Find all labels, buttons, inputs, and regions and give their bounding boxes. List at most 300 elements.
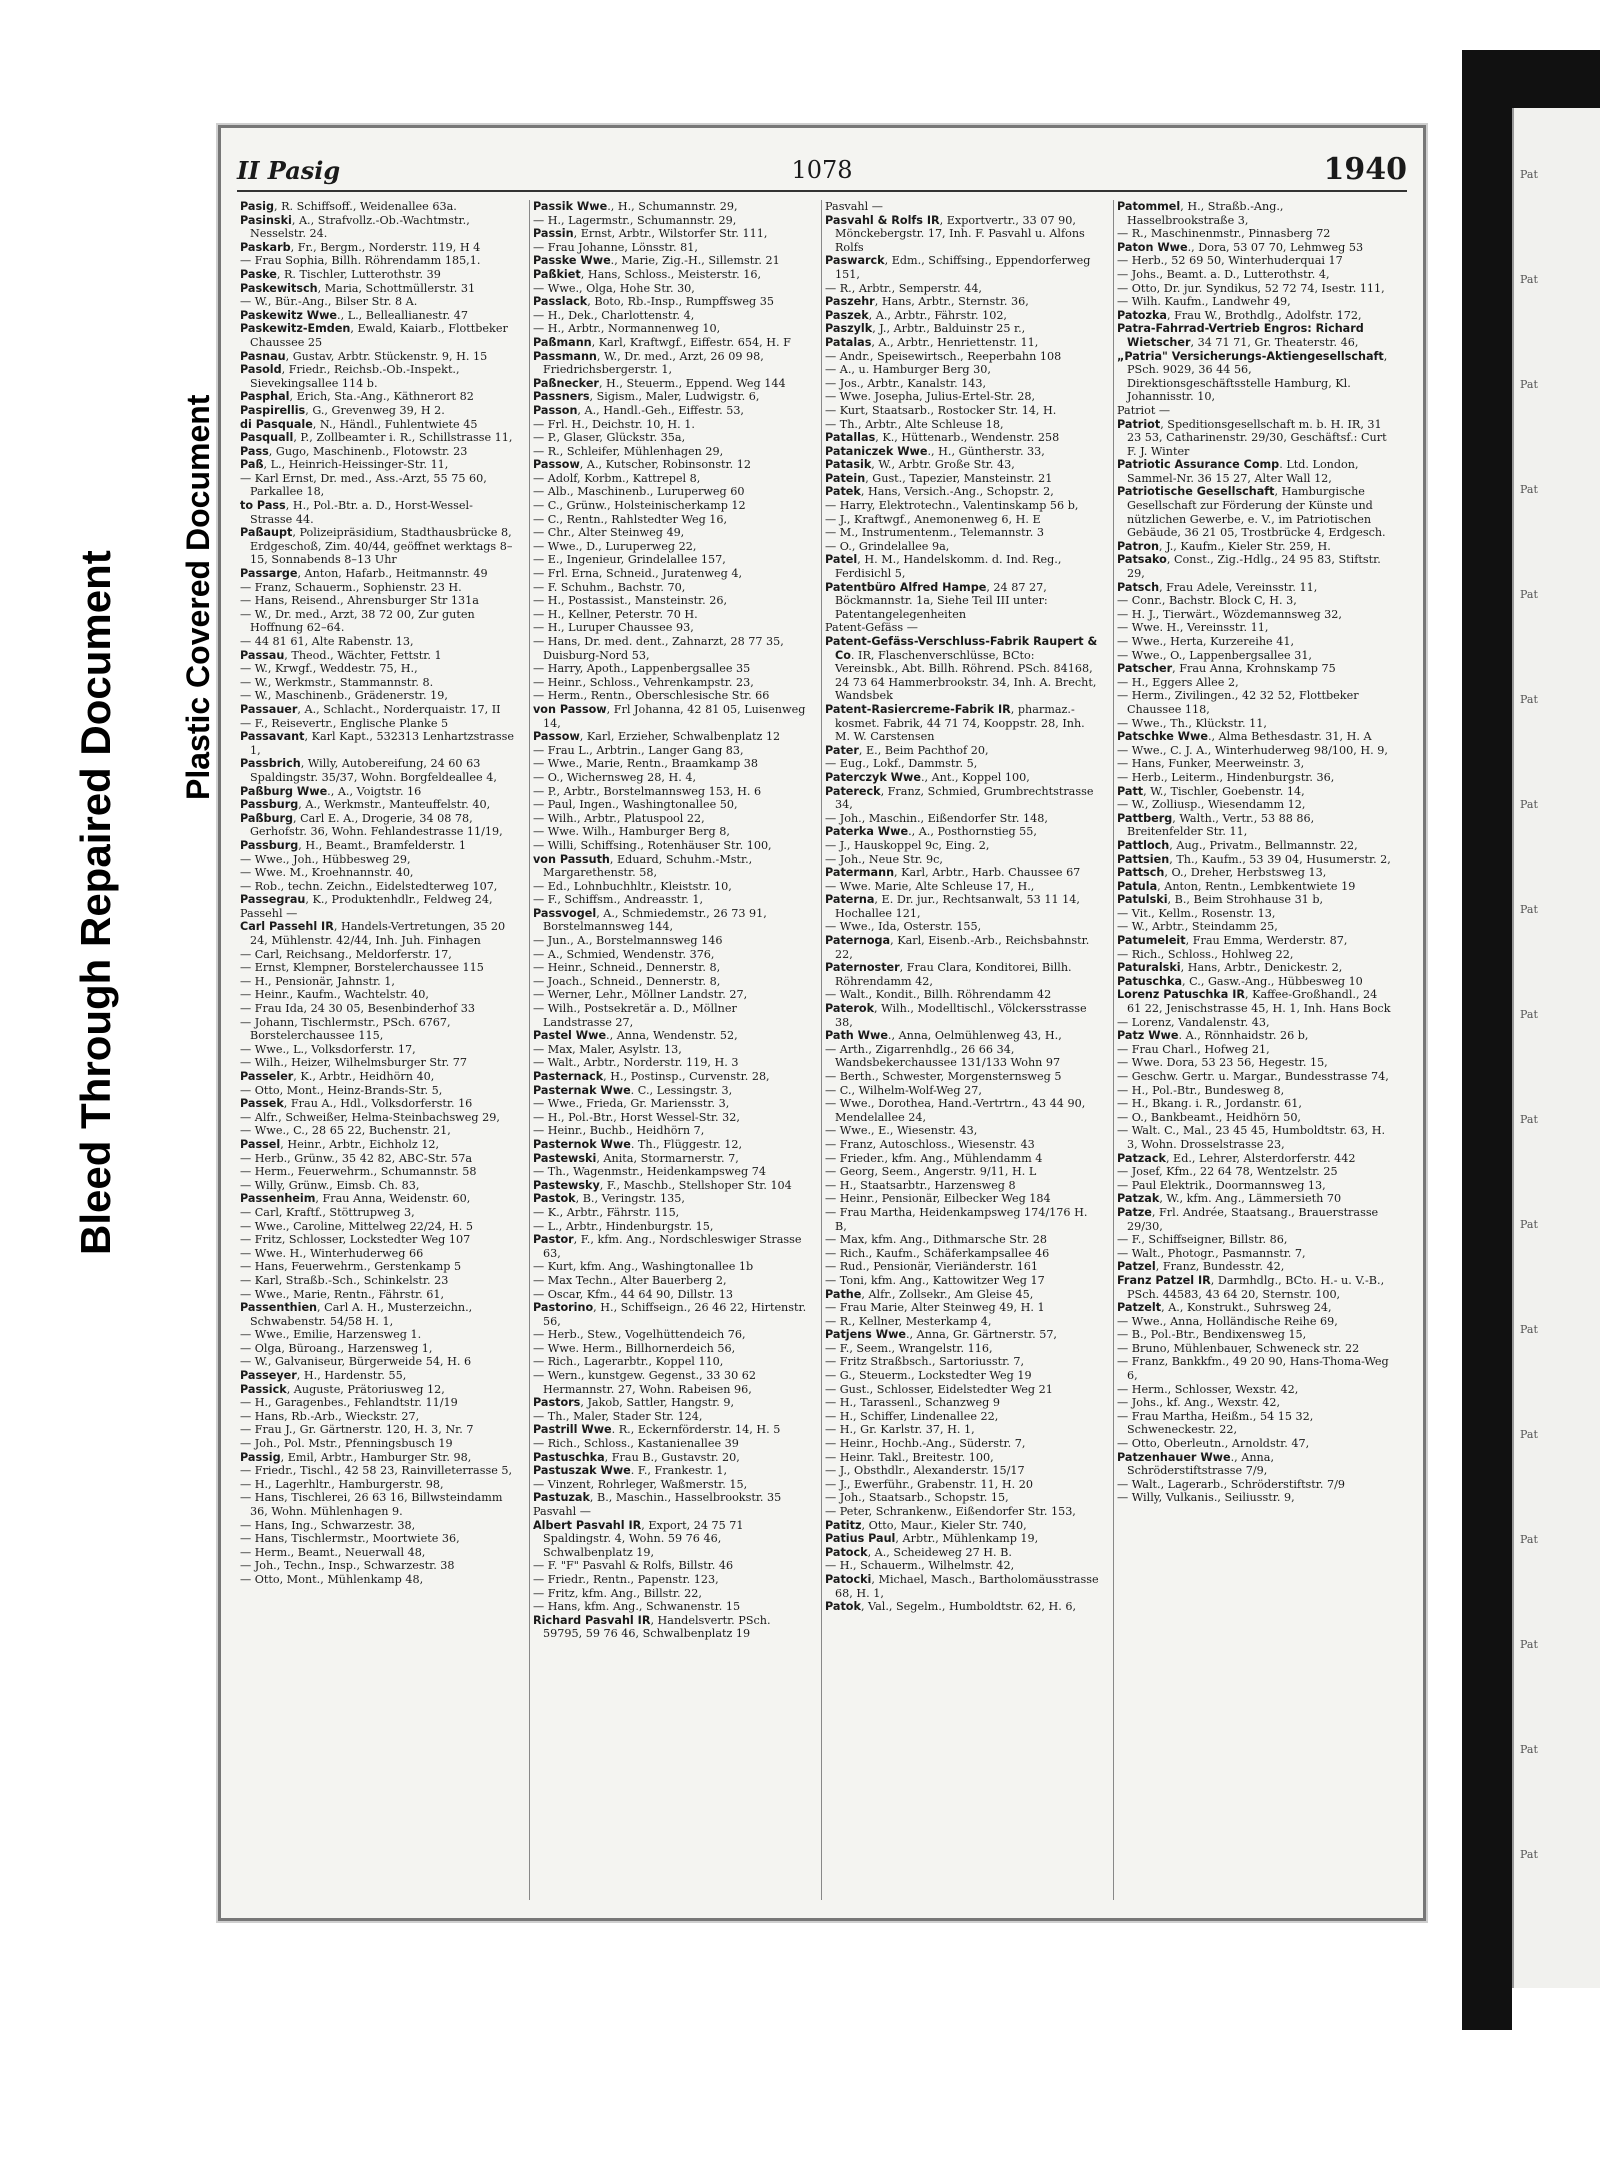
directory-column-2 [529,200,810,1900]
directory-entry: — Wwe. Herm., Billhornerdeich 56, [533,1341,736,1355]
directory-entry: Patock, A., Scheideweg 27 H. B. [825,1545,1012,1559]
directory-entry: — Jun., A., Borstelmannsweg 146 [533,934,723,948]
directory-entry: — H., Tarassenl., Schanzweg 9 [825,1396,1000,1410]
directory-entry: Pastors, Jakob, Sattler, Hangstr. 9, [533,1396,735,1410]
directory-entry: Patent-Gefäss-Verschluss-Fabrik Raupert & Co. IR, Flaschenverschlüsse, BCto: Vereinsbk., Abt. Billh. Röhrend. PSch. 84168, 24 73 64 Hammerbrookstr. 34, Inh. A. Brecht, Wandsbek [825,635,1098,703]
directory-entry: — Wwe. Josepha, Julius-Ertel-Str. 28, [825,390,1036,404]
directory-entry: Passarge, Anton, Hafarb., Heitmannstr. 49 [240,567,488,581]
directory-entry: — Max, Maler, Asylstr. 13, [533,1042,682,1056]
directory-entry: Patzel, Franz, Bundesstr. 42, [1117,1260,1285,1274]
directory-entry: Passik Wwe., H., Schumannstr. 29, [533,200,738,213]
directory-entry: — Wwe., Th., Klückstr. 11, [1117,716,1267,730]
directory-entry: — Joh., Techn., Insp., Schwarzestr. 38 [240,1559,455,1573]
directory-entry: Paßburg, Carl E. A., Drogerie, 34 08 78, Gerhofstr. 36, Wohn. Fehlandestrasse 11/19, [240,811,503,839]
page-header [237,150,1407,192]
directory-entry: Patriotic Assurance Comp. Ltd. London, Sammel-Nr. 36 15 27, Alter Wall 12, [1117,458,1359,485]
directory-entry: Patocki, Michael, Masch., Bartholomäusstrasse 68, H. 1, [825,1572,1099,1600]
directory-entry: Patzenhauer Wwe., Anna, Schröderstiftstrasse 7/9, [1117,1450,1274,1478]
directory-entry: — Wwe., D., Luruperweg 22, [533,539,697,553]
directory-entry: Passeyer, H., Hardenstr. 55, [240,1369,407,1383]
directory-entry: Patt, W., Tischler, Goebenstr. 14, [1117,784,1305,798]
directory-entry: — Wwe., Marie, Rentn., Braamkamp 38 [533,757,759,771]
directory-entry: Paspirellis, G., Grevenweg 39, H 2. [240,403,445,417]
directory-entry: — Herb., 52 69 50, Winterhuderquai 17 [1117,254,1343,268]
directory-column-1 [237,200,517,1900]
directory-entry: — Kurt, kfm. Ang., Washingtonallee 1b [533,1260,754,1274]
directory-entry: Patriot, Speditionsgesellschaft m. b. H. IR, 31 23 53, Catharinenstr. 29/30, Geschäftsf.: Curt F. J. Winter [1117,417,1387,458]
directory-entry: di Pasquale, N., Händl., Fuhlentwiete 45 [240,417,478,431]
directory-entry: — Gust., Schlosser, Eidelstedter Weg 21 [825,1382,1053,1396]
directory-entry: Patermann, Karl, Arbtr., Harb. Chaussee 67 [825,866,1081,880]
directory-entry: — Wwe., Frieda, Gr. Mariensstr. 3, [533,1097,730,1111]
directory-entry: Passvogel, A., Schmiedemstr., 26 73 91, Borstelmannsweg 144, [533,906,767,934]
directory-entry: — Wilh., Postsekretär a. D., Möllner Landstrasse 27, [533,1002,737,1029]
directory-entry: — W., Dr. med., Arzt, 38 72 00, Zur guten Hoffnung 62–64. [240,607,475,635]
directory-entry: — Vit., Kellm., Rosenstr. 13, [1117,906,1276,920]
directory-entry: Patriotische Gesellschaft, Hamburgische Gesellschaft zur Förderung der Künste und nützlichen Gewerbe, e. V., im Patriotischen Gebäude, 36 21 05, Trostbrücke 4, Erdgesch. [1117,485,1386,540]
directory-entry: Patuschka, C., Gasw.-Ang., Hübbesweg 10 [1117,974,1363,988]
directory-entry: — Wilh., Heizer, Wilhelmsburger Str. 77 [240,1056,468,1070]
directory-entry: — H., Staatsarbtr., Harzensweg 8 [825,1178,1016,1192]
directory-entry: Passners, Sigism., Maler, Ludwigstr. 6, [533,390,760,404]
directory-entry: — H., Lagermstr., Schumannstr. 29, [533,213,737,227]
directory-entry: — Wwe., Marie, Rentn., Fährstr. 61, [240,1287,444,1301]
directory-entry: — Hans, Reisend., Ahrensburger Str 131a [240,594,479,608]
adjacent-page-label: Pat [1520,1638,1538,1651]
directory-entry: Richard Pasvahl IR, Handelsvertr. PSch. 59795, 59 76 46, Schwalbenplatz 19 [533,1613,771,1641]
directory-entry: Paswarck, Edm., Schiffsing., Eppendorferweg 151, [825,254,1091,281]
directory-entry: — A., u. Hamburger Berg 30, [825,363,991,377]
directory-entry: — Heinr., Schneid., Dennerstr. 8, [533,961,721,975]
directory-entry: — Kurt, Staatsarb., Rostocker Str. 14, H. [825,403,1057,417]
directory-entry: — H., Dek., Charlottenstr. 4, [533,308,695,322]
directory-entry: Patok, Val., Segelm., Humboldtstr. 62, H. 6, [825,1600,1076,1614]
directory-entry: Pasold, Friedr., Reichsb.-Ob.-Inspekt., Sievekingsallee 114 b. [240,363,460,390]
directory-entry: Patentbüro Alfred Hampe, 24 87 27, Böckmannstr. 1a, Siehe Teil III unter: Patentangelegenheiten [825,580,1048,621]
directory-entry: Paterczyk Wwe., Ant., Koppel 100, [825,770,1030,784]
directory-entry: — W., Krwgf., Weddestr. 75, H., [240,662,418,676]
directory-entry: — Herm., Beamt., Neuerwall 48, [240,1545,426,1559]
directory-entry: — Carl, Reichsang., Meldorferstr. 17, [240,947,452,961]
directory-entry: von Passuth, Eduard, Schuhm.-Mstr., Margarethenstr. 58, [533,852,753,880]
section-heading: II Pasig [237,156,341,185]
directory-entry: Paß, L., Heinrich-Heissinger-Str. 11, [240,458,449,472]
directory-entry: — Walt., Photogr., Pasmannstr. 7, [1117,1246,1306,1260]
directory-entry: Albert Pasvahl IR, Export, 24 75 71 Spaldingstr. 4, Wohn. 59 76 46, Schwalbenplatz 19, [533,1518,744,1559]
directory-entry: Patek, Hans, Versich.-Ang., Schopstr. 2, [825,485,1054,499]
directory-entry: — Wwe., Ida, Osterstr. 155, [825,920,982,934]
directory-entry: — Jos., Arbtr., Kanalstr. 143, [825,376,987,390]
bleed-through-stamp: Bleed Through Repaired Document [72,550,119,1255]
directory-entry: Patumeleit, Frau Emma, Werderstr. 87, [1117,934,1348,948]
directory-entry: — Heinr., Hochb.-Ang., Süderstr. 7, [825,1437,1026,1451]
adjacent-page-label: Pat [1520,1008,1538,1021]
plastic-covered-stamp: Plastic Covered Document [180,394,216,800]
directory-entry: — Wern., kunstgew. Gegenst., 33 30 62 Hermannstr. 27, Wohn. Rabeisen 96, [533,1369,757,1396]
directory-entry: — Karl Ernst, Dr. med., Ass.-Arzt, 55 75 60, Parkallee 18, [240,471,487,499]
directory-entry: Passel, Heinr., Arbtr., Eichholz 12, [240,1137,440,1151]
directory-entry: Patent-Gefäss — [825,621,918,635]
directory-entry: Paskewitz Wwe., L., Belleallianestr. 47 [240,308,469,322]
directory-entry: — Johs., Beamt. a. D., Lutterothstr. 4, [1117,267,1330,281]
directory-entry: Paßburg Wwe., A., Voigtstr. 16 [240,784,422,798]
directory-entry: Patze, Frl. Andrée, Staatsang., Brauerstrasse 29/30, [1117,1205,1379,1233]
directory-entry: — Wilh. Kaufm., Landwehr 49, [1117,295,1291,309]
directory-entry: — H., Postassist., Mansteinstr. 26, [533,594,728,608]
directory-entry: Lorenz Patuschka IR, Kaffee-Großhandl., 24 61 22, Jenischstrasse 45, H. 1, Inh. Hans Bock [1117,988,1391,1016]
directory-entry: Patzelt, A., Konstrukt., Suhrsweg 24, [1117,1301,1332,1315]
adjacent-page-label: Pat [1520,1743,1538,1756]
directory-entry: — Heinr., Buchb., Heidhörn 7, [533,1124,705,1138]
directory-entry: — O., Bankbeamt., Heidhörn 50, [1117,1110,1301,1124]
directory-entry: Patjens Wwe., Anna, Gr. Gärtnerstr. 57, [825,1328,1057,1342]
directory-entry: — Toni, kfm. Ang., Kattowitzer Weg 17 [825,1273,1045,1287]
directory-entry: — Th., Maler, Stader Str. 124, [533,1409,703,1423]
directory-entry: Pater, E., Beim Pachthof 20, [825,743,989,757]
directory-entry: Pasternak Wwe. C., Lessingstr. 3, [533,1083,733,1097]
directory-entry: Passburg, H., Beamt., Bramfelderstr. 1 [240,838,466,852]
directory-entry: — Wwe. H., Winterhuderweg 66 [240,1246,424,1260]
directory-entry: — Vinzent, Rohrleger, Waßmerstr. 15, [533,1477,748,1491]
directory-entry: — Frau Charl., Hofweg 21, [1117,1042,1270,1056]
directory-entry: Passavant, Karl Kapt., 532313 Lenhartzstrasse 1, [240,730,514,757]
directory-entry: — Max, kfm. Ang., Dithmarsche Str. 28 [825,1233,1047,1247]
adjacent-page-label: Pat [1520,1218,1538,1231]
directory-entry: — Ernst, Klempner, Borstelerchaussee 115 [240,961,484,975]
directory-entry: Paszylk, J., Arbtr., Balduinstr 25 r., [825,322,1026,336]
directory-entry: — Peter, Schrankenw., Eißendorfer Str. 153, [825,1505,1076,1518]
directory-entry: — Fritz, kfm. Ang., Billstr. 22, [533,1586,702,1600]
directory-entry: Patalas, A., Arbtr., Henriettenstr. 11, [825,335,1039,349]
directory-entry: — C., Wilhelm-Wolf-Weg 27, [825,1083,982,1097]
directory-entry: — Herb., Leiterm., Hindenburgstr. 36, [1117,770,1335,784]
directory-entry: — 44 81 61, Alte Rabenstr. 13, [240,635,414,648]
directory-entry: — Harry, Elektrotechn., Valentinskamp 56 b, [825,499,1079,513]
directory-entry: — Eug., Lokf., Dammstr. 5, [825,757,978,771]
directory-entry: — Wwe. M., Kroehnannstr. 40, [240,866,414,880]
directory-entry: — Rich., Kaufm., Schäferkampsallee 46 [825,1246,1050,1260]
directory-entry: — Franz, Schauerm., Sophienstr. 23 H. [240,580,462,594]
directory-entry: — Wwe. Marie, Alte Schleuse 17, H., [825,879,1035,893]
directory-entry: Carl Passehl IR, Handels-Vertretungen, 35 20 24, Mühlenstr. 42/44, Inh. Juh. Finhagen [240,920,506,948]
directory-entry: Pass, Gugo, Maschinenb., Flotowstr. 23 [240,444,468,458]
directory-entry: — H., Pensionär, Jahnstr. 1, [240,974,395,988]
directory-entry: Patius Paul, Arbtr., Mühlenkamp 19, [825,1532,1039,1546]
directory-entry: Passick, Auguste, Prätoriusweg 12, [240,1382,445,1396]
adjacent-page-label: Pat [1520,1113,1538,1126]
directory-entry: Pastor, F., kfm. Ang., Nordschleswiger Strasse 63, [533,1233,802,1260]
directory-entry: Pasvahl & Rolfs IR, Exportvertr., 33 07 90, Mönckebergstr. 17, Inh. F. Pasvahl u. Alfons Rolfs [825,213,1085,254]
directory-entry: — Wwe., C. J. A., Winterhuderweg 98/100, H. 9, [1117,743,1388,757]
directory-entry: — H., Pol.-Btr., Bundesweg 8, [1117,1083,1285,1097]
directory-entry: — Herm., Rentn., Oberschlesische Str. 66 [533,689,770,703]
directory-entry: Patschke Wwe., Alma Bethesdastr. 31, H. A [1117,730,1372,744]
directory-entry: — Hans, kfm. Ang., Schwanenstr. 15 [533,1600,741,1614]
directory-entry: — W., Zolliusp., Wiesendamm 12, [1117,798,1306,812]
directory-entry: — Heinr., Kaufm., Wachtelstr. 40, [240,988,429,1002]
directory-entry: Pastewski, Anita, Stormarnerstr. 7, [533,1151,739,1165]
directory-entry: Pastuzak, B., Maschin., Hasselbrookstr. 35 [533,1491,782,1505]
directory-entry: Patereck, Franz, Schmied, Grumbrechtstrasse 34, [825,784,1094,812]
directory-entry: — Otto, Mont., Heinz-Brands-Str. 5, [240,1083,443,1097]
directory-entry: Patozka, Frau W., Brothdlg., Adolfstr. 172, [1117,308,1362,322]
directory-entry: Passin, Ernst, Arbtr., Wilstorfer Str. 111, [533,227,768,241]
directory-entry: — H., Garagenbes., Fehlandtstr. 11/19 [240,1396,458,1410]
directory-entry: — Fritz Straßbsch., Sartoriusstr. 7, [825,1355,1024,1369]
directory-entry: Patriot — [1117,403,1171,417]
directory-entry: — W., Galvaniseur, Bürgerweide 54, H. 6 [240,1355,472,1369]
adjacent-page-label: Pat [1520,273,1538,286]
directory-entry: — Conr., Bachstr. Block C, H. 3, [1117,594,1297,608]
directory-entry: Passow, Karl, Erzieher, Schwalbenplatz 12 [533,730,781,744]
adjacent-page-label: Pat [1520,1428,1538,1441]
directory-entry: — Herm., Zivilingen., 42 32 52, Flottbeker Chaussee 118, [1117,689,1359,716]
directory-entry: — Frau Johanne, Lönsstr. 81, [533,240,698,254]
directory-entry: — F. Schuhm., Bachstr. 70, [533,580,686,594]
directory-entry: — Lorenz, Vandalenstr. 43, [1117,1015,1270,1029]
directory-entry: — K., Arbtr., Fährstr. 115, [533,1205,680,1219]
directory-entry: — Herb., Stew., Vogelhüttendeich 76, [533,1328,746,1342]
directory-entry: — Oscar, Kfm., 44 64 90, Dillstr. 13 [533,1287,733,1301]
directory-entry: — R., Arbtr., Semperstr. 44, [825,281,982,295]
directory-entry: Passow, A., Kutscher, Robinsonstr. 12 [533,458,752,472]
directory-entry: — Frl. H., Deichstr. 10, H. 1. [533,417,695,431]
directory-entry: „Patria" Versicherungs-Aktiengesellschaft, PSch. 9029, 36 44 56, Direktionsgeschäftsstelle Hamburg, Kl. Johannisstr. 10, [1117,349,1388,404]
directory-entry: — Joh., Pol. Mstr., Pfenningsbusch 19 [240,1437,453,1451]
directory-entry: Patula, Anton, Rentn., Lembkentwiete 19 [1117,879,1356,893]
directory-entry: Pastrill Wwe. R., Eckernförderstr. 14, H. 5 [533,1423,781,1437]
directory-entry: — Alb., Maschinenb., Luruperweg 60 [533,485,745,499]
directory-entry: Passenthien, Carl A. H., Musterzeichn., Schwabenstr. 54/58 H. 1, [240,1301,473,1328]
directory-entry: Pastel Wwe., Anna, Wendenstr. 52, [533,1029,738,1043]
directory-entry: Paszehr, Hans, Arbtr., Sternstr. 36, [825,295,1029,309]
directory-entry: Pasternack, H., Postinsp., Curvenstr. 28, [533,1070,770,1083]
directory-entry: — Bruno, Mühlenbauer, Schweneck str. 22 [1117,1341,1360,1355]
directory-entry: Pasvahl — [533,1505,591,1518]
directory-entry: — Joh., Staatsarb., Schopstr. 15, [825,1491,1009,1505]
directory-entry: — Hans, Rb.-Arb., Wieckstr. 27, [240,1409,420,1423]
directory-entry: — Wwe., Caroline, Mittelweg 22/24, H. 5 [240,1219,473,1233]
directory-entry: — Joach., Schneid., Dennerstr. 8, [533,974,721,988]
directory-entry: — Wwe., Olga, Hohe Str. 30, [533,281,695,295]
directory-entry: — Frau Martha, Heißm., 54 15 32, Schweneckestr. 22, [1117,1409,1314,1437]
directory-entry: Passek, Frau A., Hdl., Volksdorferstr. 16 [240,1097,473,1111]
directory-entry: Pataniczek Wwe., H., Güntherstr. 33, [825,444,1045,458]
directory-entry: — W., Maschinenb., Grädenerstr. 19, [240,689,448,703]
directory-entry: — J., Obsthdlr., Alexanderstr. 15/17 [825,1464,1025,1478]
directory-entry: Passon, A., Handl.-Geh., Eiffestr. 53, [533,403,744,417]
directory-entry: — J., Kraftwgf., Anemonenweg 6, H. E [825,512,1041,526]
directory-entry: — Frl. Erna, Schneid., Juratenweg 4, [533,567,743,581]
adjacent-page-label: Pat [1520,1533,1538,1546]
directory-entry: Patsako, Const., Zig.-Hdlg., 24 95 83, Stiftstr. 29, [1117,553,1381,581]
directory-entry: — O., Wichernsweg 28, H. 4, [533,770,696,784]
directory-entry: Pattsien, Th., Kaufm., 53 39 04, Husumerstr. 2, [1117,852,1391,866]
directory-entry: — H., Kellner, Peterstr. 70 H. [533,607,698,621]
directory-entry: Passig, Emil, Arbtr., Hamburger Str. 98, [240,1450,472,1464]
directory-entry: Pathe, Alfr., Zollsekr., Am Gleise 45, [825,1287,1034,1301]
directory-entry: — Georg, Seem., Angerstr. 9/11, H. L [825,1165,1037,1179]
directory-entry: — Franz, Bankkfm., 49 20 90, Hans-Thoma-Weg 6, [1117,1355,1389,1383]
directory-entry: Passburg, A., Werkmstr., Manteuffelstr. 40, [240,798,491,812]
directory-entry: Pastuschka, Frau B., Gustavstr. 20, [533,1450,740,1464]
directory-entry: Pattloch, Aug., Privatm., Bellmannstr. 22, [1117,838,1358,852]
directory-entry: — P., Arbtr., Borstelmannsweg 153, H. 6 [533,784,762,798]
directory-entry: — Heinr., Pensionär, Eilbecker Weg 184 [825,1192,1051,1206]
directory-entry: Patz Wwe. A., Rönnhaidstr. 26 b, [1117,1029,1309,1043]
directory-entry: Passeler, K., Arbtr., Heidhörn 40, [240,1070,435,1083]
directory-entry: — F., Schiffseigner, Billstr. 86, [1117,1233,1288,1247]
directory-entry: — Wwe., O., Lappenbergsallee 31, [1117,648,1312,662]
directory-entry: — Frau Ida, 24 30 05, Besenbinderhof 33 [240,1002,475,1016]
directory-entry: — H. J., Tierwärt., Wözdemannsweg 32, [1117,607,1342,621]
directory-columns [237,200,1405,1900]
directory-entry: — Wwe., C., 28 65 22, Buchenstr. 21, [240,1124,451,1138]
directory-entry: — Hans, Feuerwehrm., Gerstenkamp 5 [240,1260,462,1274]
adjacent-page-strip [1512,108,1600,1988]
directory-entry: — L., Arbtr., Hindenburgstr. 15, [533,1219,714,1233]
directory-entry: Pasnau, Gustav, Arbtr. Stückenstr. 9, H. 15 [240,349,488,363]
directory-entry: — P., Glaser, Glückstr. 35a, [533,431,686,445]
adjacent-page-label: Pat [1520,483,1538,496]
directory-entry: — Arth., Zigarrenhdlg., 26 66 34, Wandsbekerchaussee 131/133 Wohn 97 [825,1042,1061,1070]
directory-entry: Patsch, Frau Adele, Vereinsstr. 11, [1117,580,1318,594]
year-label: 1940 [1323,152,1407,187]
directory-entry: — F., Seem., Wrangelstr. 116, [825,1341,993,1355]
directory-entry: — Geschw. Gertr. u. Margar., Bundesstrasse 74, [1117,1070,1389,1083]
directory-entry: Paskarb, Fr., Bergm., Norderstr. 119, H 4 [240,240,481,254]
directory-entry: — H., Schauerm., Wilhelmstr. 42, [825,1559,1015,1573]
directory-entry: — H., Luruper Chaussee 93, [533,621,694,635]
directory-entry: — H., Eggers Allee 2, [1117,675,1239,689]
adjacent-page-label: Pat [1520,378,1538,391]
directory-page [218,125,1426,1921]
directory-entry: Passbrich, Willy, Autobereifung, 24 60 63 Spaldingstr. 35/37, Wohn. Borgfeldeallee 4, [240,757,497,784]
directory-entry: — Wwe., E., Wiesenstr. 43, [825,1124,978,1138]
directory-entry: — Heinr. Takl., Breitestr. 100, [825,1450,994,1464]
directory-entry: Passlack, Boto, Rb.-Insp., Rumpffsweg 35 [533,295,775,309]
directory-entry: — Hans, Tischlermstr., Moortwiete 36, [240,1532,460,1546]
directory-entry: Paske, R. Tischler, Lutterothstr. 39 [240,267,441,281]
directory-entry: Passegrau, K., Produktenhdlr., Feldweg 24, [240,893,493,907]
directory-entry: — Walt., Arbtr., Norderstr. 119, H. 3 [533,1056,739,1070]
directory-entry: — Wwe., Anna, Holländische Reihe 69, [1117,1314,1338,1328]
directory-entry: — Frau Martha, Heidenkampsweg 174/176 H. B, [825,1205,1088,1233]
directory-entry: — Andr., Speisewirtsch., Reeperbahn 108 [825,349,1062,363]
directory-entry: — E., Ingenieur, Grindelallee 157, [533,553,726,567]
directory-entry: — H., Bkang. i. R., Jordanstr. 61, [1117,1097,1302,1111]
directory-entry: — G., Steuerm., Lockstedter Weg 19 [825,1369,1032,1383]
directory-entry: — Johann, Tischlermstr., PSch. 6767, Borstelerchaussee 115, [240,1015,451,1043]
directory-entry: Paturalski, Hans, Arbtr., Denickestr. 2, [1117,961,1343,975]
directory-entry: — Wwe., L., Volksdorferstr. 17, [240,1042,416,1056]
directory-entry: — Rich., Schloss., Kastanienallee 39 [533,1437,739,1451]
directory-entry: — Wwe., Herta, Kurzereihe 41, [1117,635,1295,648]
directory-entry: Pasphal, Erich, Sta.-Ang., Käthnerort 82 [240,390,474,404]
directory-entry: Patitz, Otto, Maur., Kieler Str. 740, [825,1518,1027,1532]
directory-entry: Pastorino, H., Schiffseign., 26 46 22, Hirtenstr. 56, [533,1301,807,1328]
directory-entry: — Heinr., Schloss., Vehrenkampstr. 23, [533,675,754,689]
directory-entry: — Max Techn., Alter Bauerberg 2, [533,1273,727,1287]
directory-entry: — Franz, Autoschloss., Wiesenstr. 43 [825,1137,1035,1151]
directory-entry: — F. "F" Pasvahl & Rolfs, Billstr. 46 [533,1559,734,1573]
page-number: 1078 [791,156,853,184]
directory-entry: — Frau Sophia, Billh. Röhrendamm 185,1. [240,254,481,268]
directory-entry: — Hans, Ing., Schwarzestr. 38, [240,1518,416,1532]
directory-entry: — Frau L., Arbtrin., Langer Gang 83, [533,743,744,757]
directory-entry: — Hans, Tischlerei, 26 63 16, Billwsteindamm 36, Wohn. Mühlenhagen 9. [240,1491,503,1518]
directory-entry: Pasvahl — [825,200,883,213]
directory-entry: — J., Ewerführ., Grabenstr. 11, H. 20 [825,1477,1033,1491]
directory-entry: Patzack, Ed., Lehrer, Alsterdorferstr. 442 [1117,1151,1356,1165]
directory-entry: — F., Schiffsm., Andreasstr. 1, [533,893,704,907]
directory-entry: — Willy, Grünw., Eimsb. Ch. 83, [240,1178,420,1192]
directory-entry: — Walt., Kondit., Billh. Röhrendamm 42 [825,988,1052,1002]
directory-entry: Paterna, E. Dr. jur., Rechtsanwalt, 53 11 14, Hochallee 121, [825,893,1080,920]
directory-entry: Passau, Theod., Wächter, Fettstr. 1 [240,648,442,662]
directory-entry: von Passow, Frl Johanna, 42 81 05, Luisenweg 14, [533,702,806,730]
directory-entry: — Rich., Lagerarbtr., Koppel 110, [533,1355,724,1369]
directory-entry: Pattberg, Walth., Vertr., 53 88 86, Breitenfelder Str. 11, [1117,811,1315,839]
directory-entry: — O., Grindelallee 9a, [825,539,950,553]
directory-entry: — Walt., Lagerarb., Schröderstiftstr. 7/9 [1117,1477,1346,1491]
directory-entry: — C., Rentn., Rahlstedter Weg 16, [533,512,728,526]
directory-entry: Patron, J., Kaufm., Kieler Str. 259, H. [1117,539,1331,553]
directory-entry: — Otto, Oberleutn., Arnoldstr. 47, [1117,1437,1310,1451]
directory-entry: — B., Pol.-Btr., Bendixensweg 15, [1117,1328,1307,1342]
directory-entry: Patzak, W., kfm. Ang., Lämmersieth 70 [1117,1192,1342,1206]
directory-entry: — Josef, Kfm., 22 64 78, Wentzelstr. 25 [1117,1165,1338,1179]
scan-edge-shadow [1462,50,1512,2030]
directory-entry: Pasinski, A., Strafvollz.-Ob.-Wachtmstr., Nesselstr. 24. [240,213,470,241]
directory-entry: — Frau Marie, Alter Steinweg 49, H. 1 [825,1301,1045,1315]
directory-entry: — Paul Elektrik., Doormannsweg 13, [1117,1178,1326,1192]
directory-entry: — Hans, Funker, Meerweinstr. 3, [1117,757,1305,771]
directory-entry: — Rud., Pensionär, Vieriänderstr. 161 [825,1260,1039,1274]
directory-entry: — H., Schiffer, Lindenallee 22, [825,1409,999,1423]
directory-entry: — R., Schleifer, Mühlenhagen 29, [533,444,724,458]
directory-entry: Paßnecker, H., Steuerm., Eppend. Weg 144 [533,376,786,390]
directory-entry: Patscher, Frau Anna, Krohnskamp 75 [1117,662,1336,676]
directory-entry: — Chr., Alter Steinweg 49, [533,526,685,540]
directory-entry: — Frieder., kfm. Ang., Mühlendamm 4 [825,1151,1043,1165]
directory-entry: — Th., Wagenmstr., Heidenkampsweg 74 [533,1165,766,1179]
directory-entry: — A., Schmied, Wendenstr. 376, [533,947,715,961]
directory-entry: — Wwe. Wilh., Hamburger Berg 8, [533,825,730,839]
directory-entry: Patent-Rasiercreme-Fabrik IR, pharmaz.-kosmet. Fabrik, 44 71 74, Kooppstr. 28, Inh. M. W. Carstensen [825,702,1085,744]
directory-entry: Pasternok Wwe. Th., Flüggestr. 12, [533,1137,743,1151]
directory-column-4 [1113,200,1394,1900]
directory-entry: Franz Patzel IR, Darmhdlg., BCto. H.- u. V.-B., PSch. 44583, 43 64 20, Sternstr. 100, [1117,1273,1385,1301]
directory-entry: — Herb., Grünw., 35 42 82, ABC-Str. 57a [240,1151,472,1165]
directory-entry: Patulski, B., Beim Strohhause 31 b, [1117,893,1324,907]
directory-entry: — C., Grünw., Holsteinischerkamp 12 [533,499,746,513]
scan-edge-shadow-top [1462,50,1600,110]
adjacent-page-label: Pat [1520,798,1538,811]
directory-entry: — Joh., Neue Str. 9c, [825,852,943,866]
directory-entry: — Frau J., Gr. Gärtnerstr. 120, H. 3, Nr. 7 [240,1423,474,1437]
directory-entry: — H., Lagerhltr., Hamburgerstr. 98, [240,1477,444,1491]
directory-entry: — Adolf, Korbm., Kattrepel 8, [533,471,701,485]
directory-entry: Passehl — [240,906,298,920]
directory-entry: Patommel, H., Straßb.-Ang., Hasselbrookstraße 3, [1117,200,1284,227]
directory-entry: — Rich., Schloss., Hohlweg 22, [1117,947,1294,961]
directory-entry: Paternoga, Karl, Eisenb.-Arb., Reichsbahnstr. 22, [825,934,1090,961]
directory-entry: — Rob., techn. Zeichn., Eidelstedterweg 107, [240,879,498,893]
directory-column-3 [821,200,1102,1900]
directory-entry: — W., Werkmstr., Stammannstr. 8. [240,675,434,689]
directory-entry: — Willy, Vulkanis., Seiliusstr. 9, [1117,1491,1295,1505]
